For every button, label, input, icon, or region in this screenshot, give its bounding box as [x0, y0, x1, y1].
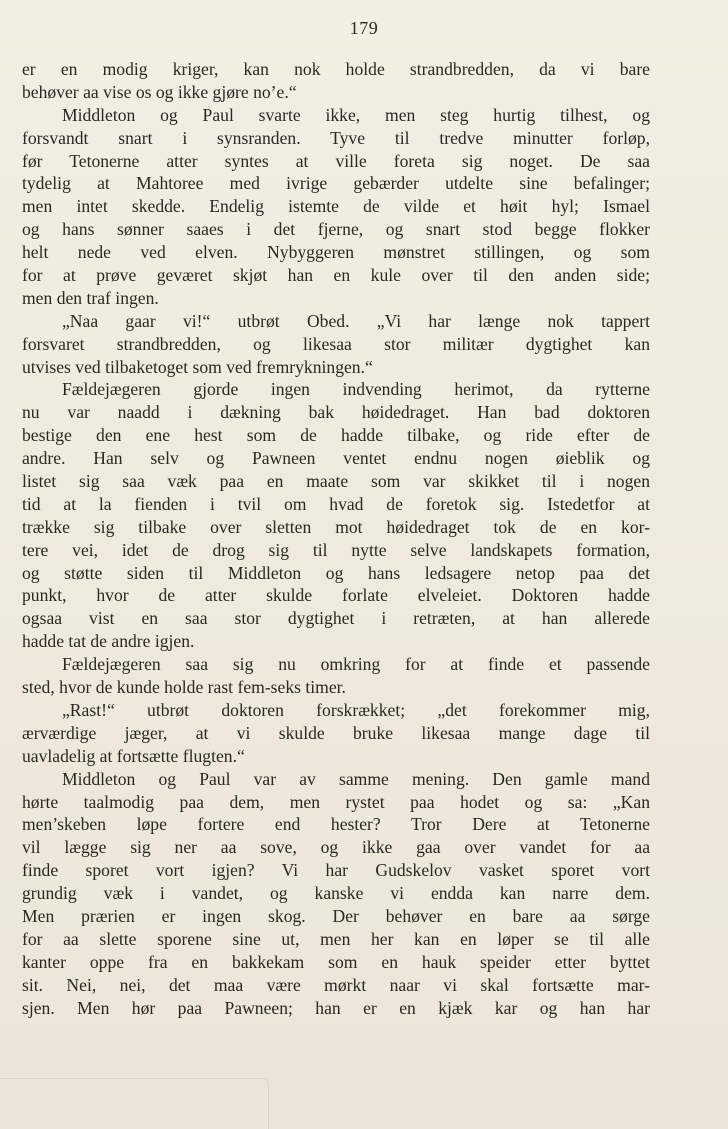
text-line: trække sig tilbake over sletten mot høidedraget tok de en kor- — [22, 516, 650, 537]
text-line: sted, hvor de kunde holde rast fem-seks timer. — [22, 677, 346, 698]
text-line: „Naa gaar vi!“ utbrøt Obed. „Vi har længe nok tappert — [62, 310, 650, 331]
text-line: men intet skedde. Endelig istemte de vilde et høit hyl; Ismael — [22, 196, 650, 217]
text-line: men den traf ingen. — [22, 287, 159, 308]
text-line: „Rast!“ utbrøt doktoren forskrækket; „det forekommer mig, — [62, 699, 650, 720]
text-line: behøver aa vise os og ikke gjøre no’e.“ — [22, 81, 297, 102]
text-line: punkt, hvor de atter skulde forlate elveleiet. Doktoren hadde — [22, 585, 650, 606]
text-line: og støtte siden til Middleton og hans ledsagere netop paa det — [22, 562, 650, 583]
text-line: sjen. Men hør paa Pawneen; han er en kjæk kar og han har — [22, 997, 650, 1018]
text-line: Middleton og Paul var av samme mening. Den gamle mand — [62, 768, 650, 789]
text-line: Fældejægeren gjorde ingen indvending herimot, da rytterne — [62, 379, 650, 400]
text-line: vil lægge sig ner aa sove, og ikke gaa over vandet for aa — [22, 837, 650, 858]
text-line: hadde tat de andre igjen. — [22, 631, 195, 652]
text-line: men’skeben løpe fortere end hester? Tror Dere at Tetonerne — [22, 814, 650, 835]
text-line: forsvaret strandbredden, og likesaa stor militær dygtighet kan — [22, 333, 650, 354]
text-line: sit. Nei, nei, det maa være mørkt naar vi skal fortsætte mar- — [22, 974, 650, 995]
text-line: listet sig saa væk paa en maate som var skikket til i nogen — [22, 471, 650, 492]
text-line: Fældejægeren saa sig nu omkring for at finde et passende — [62, 654, 650, 675]
page-number: 179 — [349, 18, 379, 38]
text-line: ærværdige jæger, at vi skulde bruke likesaa mange dage til — [22, 722, 650, 743]
text-line: nu var naadd i dækning bak høidedraget. Han bad doktoren — [22, 402, 650, 423]
body-text — [22, 58, 650, 1019]
text-line: bestige den ene hest som de hadde tilbake, og ride efter de — [22, 425, 650, 446]
text-line: andre. Han selv og Pawneen ventet endnu nogen øieblik og — [22, 448, 650, 469]
text-line: hørte taalmodig paa dem, men rystet paa hodet og sa: „Kan — [22, 791, 650, 812]
text-line: utvises ved tilbaketoget som ved fremrykningen.“ — [22, 356, 373, 377]
text-line: helt nede ved elven. Nybyggeren mønstret stillingen, og som — [22, 242, 650, 263]
text-line: før Tetonerne atter syntes at ville foreta sig noget. De saa — [22, 150, 650, 171]
text-line: og hans sønner saaes i det fjerne, og snart stod begge flokker — [22, 219, 650, 240]
text-line: Men prærien er ingen skog. Der behøver en bare aa sørge — [22, 905, 650, 926]
scan-corner-mark — [0, 1078, 269, 1129]
text-line: for aa slette sporene sine ut, men her kan en løper se til alle — [22, 928, 650, 949]
text-line: finde sporet vort igjen? Vi har Gudskelov vasket sporet vort — [22, 860, 650, 881]
text-line: forsvandt snart i synsranden. Tyve til tredve minutter forløp, — [22, 127, 650, 148]
text-line: tydelig at Mahtoree med ivrige gebærder utdelte sine befalinger; — [22, 173, 650, 194]
text-line: for at prøve geværet skjøt han en kule over til den anden side; — [22, 265, 650, 286]
text-line: ogsaa vist en saa stor dygtighet i retræten, at han allerede — [22, 608, 650, 629]
text-line: tid at la fienden i tvil om hvad de foretok sig. Istedetfor at — [22, 493, 650, 514]
text-line: er en modig kriger, kan nok holde strandbredden, da vi bare — [22, 59, 650, 79]
text-line: Middleton og Paul svarte ikke, men steg hurtig tilhest, og — [62, 104, 650, 125]
text-line: uavladelig at fortsætte flugten.“ — [22, 745, 245, 766]
text-line: tere vei, idet de drog sig til nytte selve landskapets formation, — [22, 539, 650, 560]
text-line: grundig væk i vandet, og kanske vi endda kan narre dem. — [22, 883, 650, 904]
text-line: kanter oppe fra en bakkekam som en hauk speider etter byttet — [22, 951, 650, 972]
